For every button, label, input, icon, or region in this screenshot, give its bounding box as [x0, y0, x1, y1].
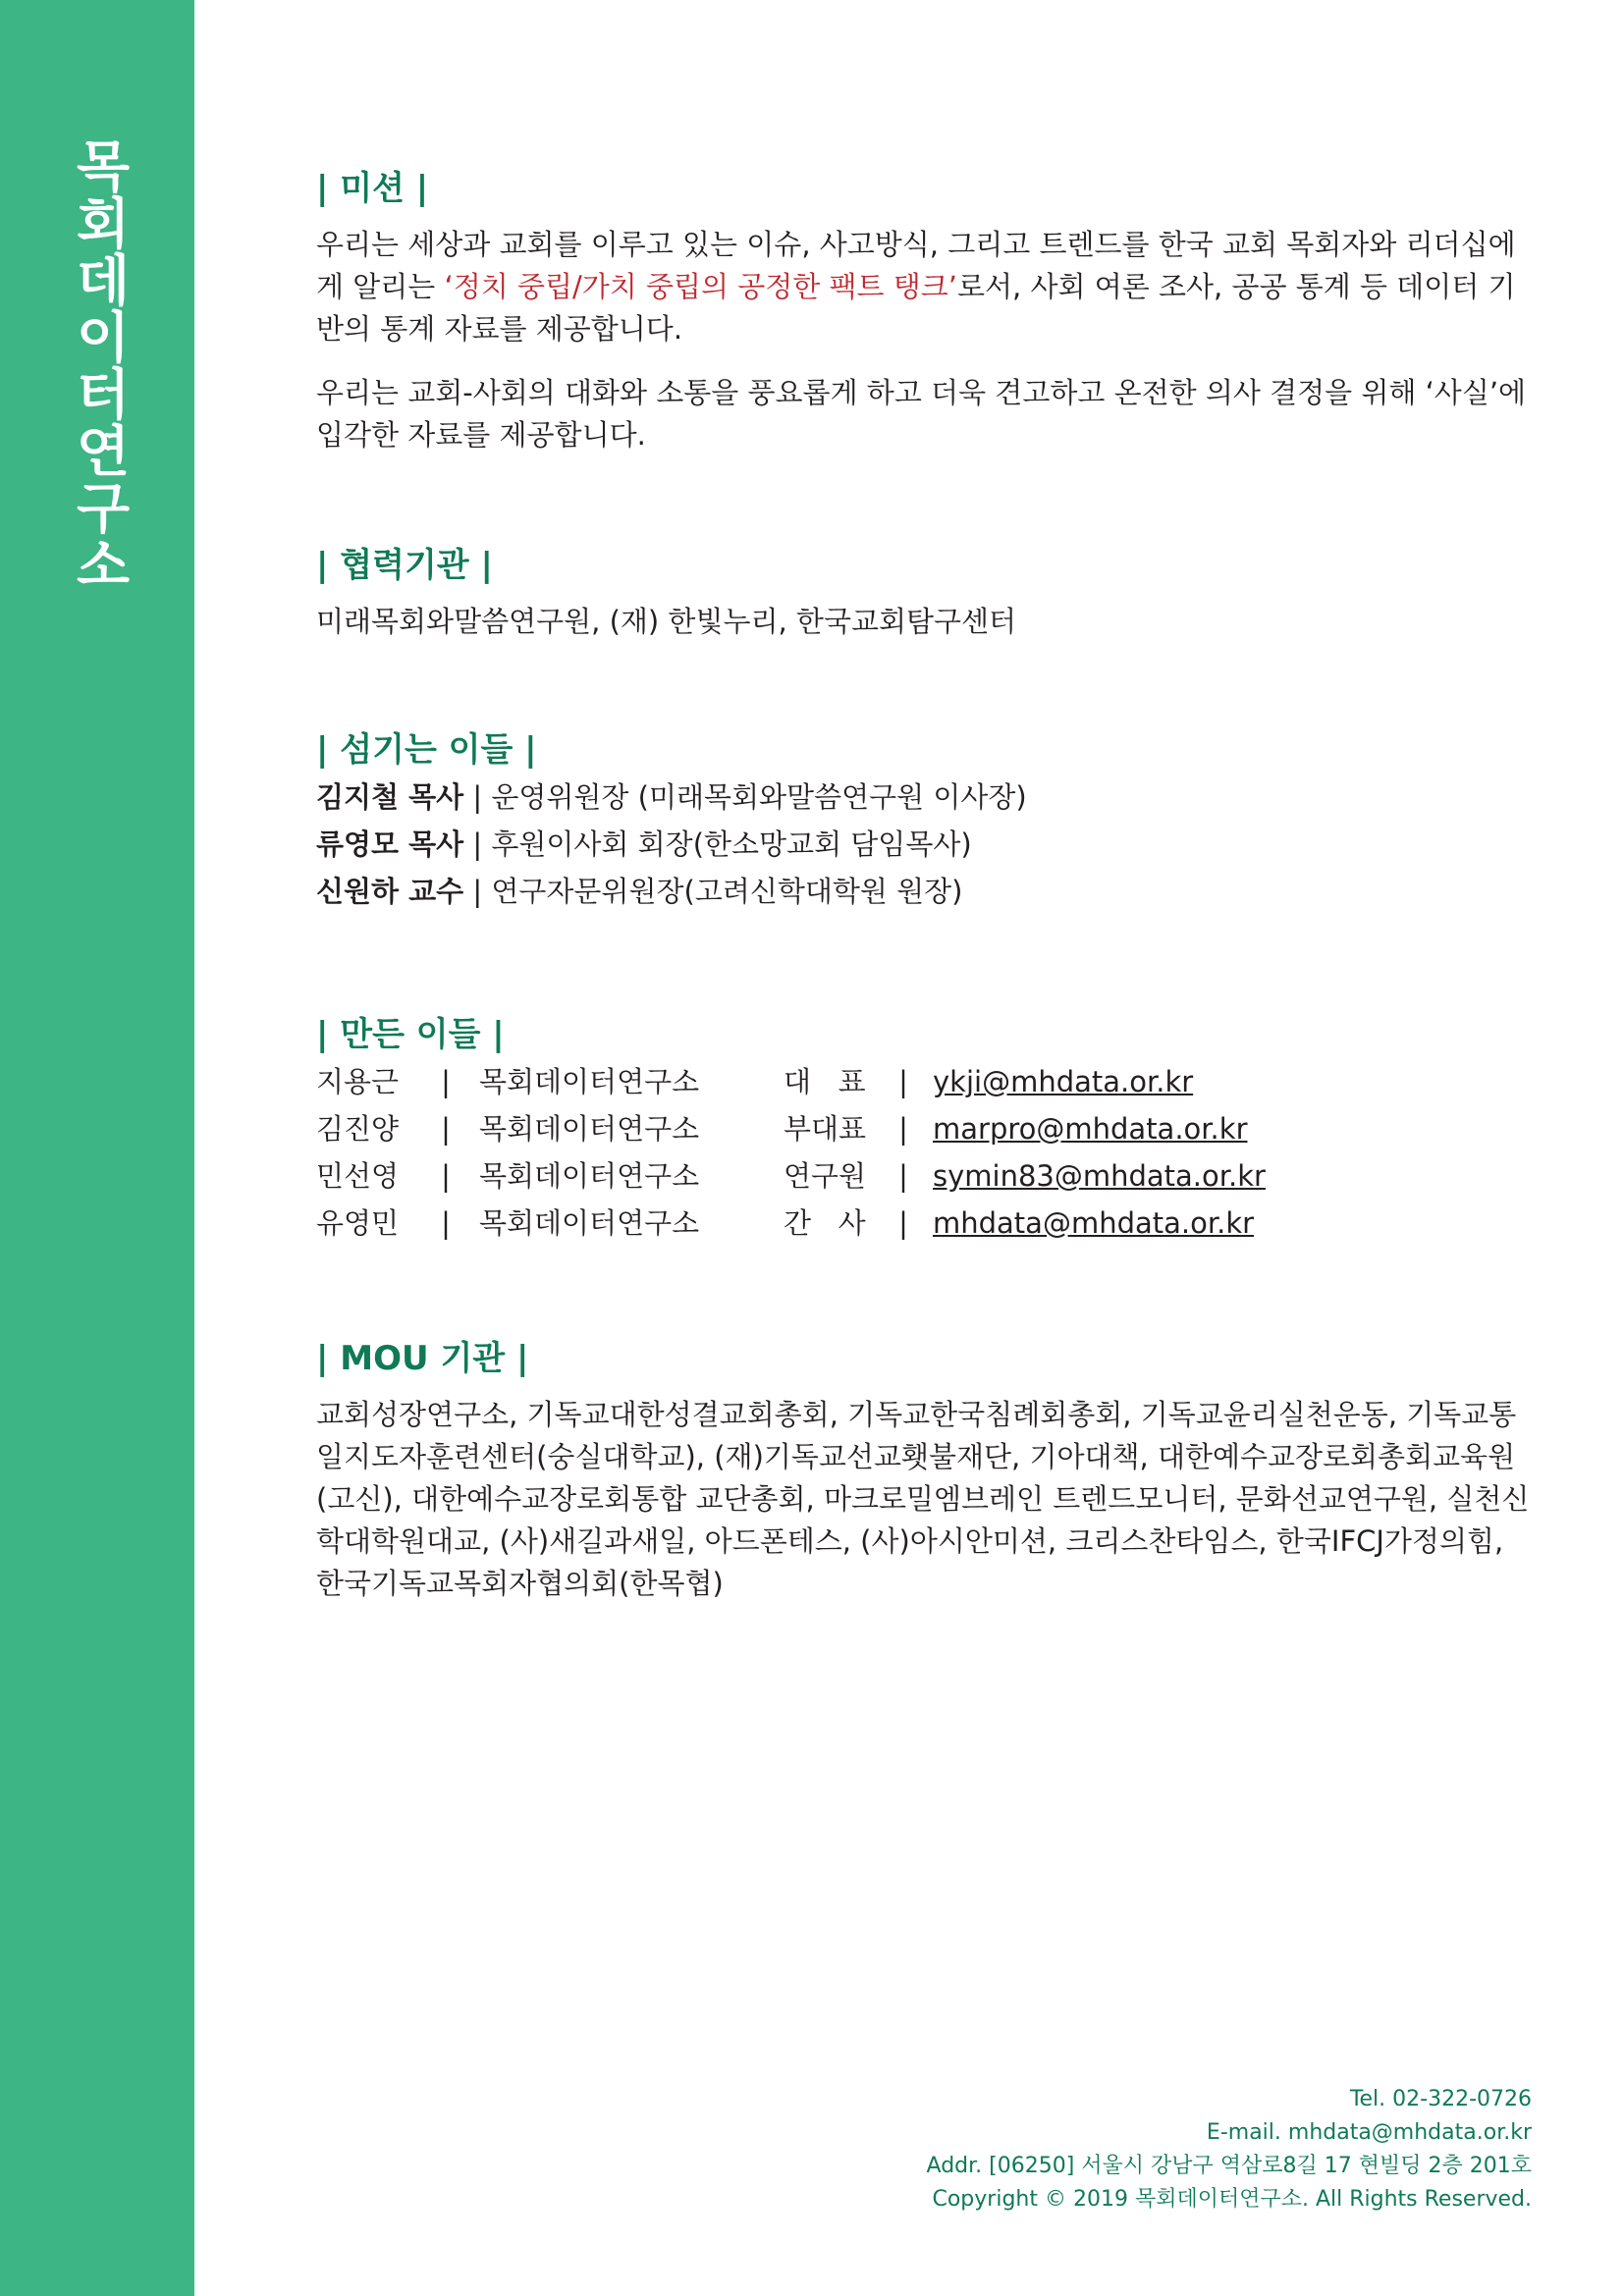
maker-email-link[interactable]: symin83@mhdata.or.kr [933, 1159, 1266, 1193]
server-role: | 연구자문위원장(고려신학대학원 원장) [463, 875, 963, 908]
maker-email-link[interactable]: marpro@mhdata.or.kr [933, 1112, 1248, 1146]
partners-heading: | 협력기관 | [316, 546, 493, 585]
maker-separator: | [441, 1206, 451, 1240]
partners-text: 미래목회와말씀연구원, (재) 한빛누리, 한국교회탐구센터 [316, 605, 1017, 638]
mission-paragraph-1 [316, 224, 1534, 350]
footer [927, 2083, 1532, 2216]
server-row [316, 774, 1534, 821]
mission-paragraph-2: 우리는 교회-사회의 대화와 소통을 풍요롭게 하고 더욱 견고하고 온전한 의사 결정을 위해 ‘사실’에 입각한 자료를 제공합니다. [316, 376, 1527, 452]
sidebar-title: 목회데이터연구소 [67, 137, 131, 593]
maker-role: 대 표 [784, 1065, 866, 1098]
mou-heading: | MOU 기관 | [316, 1339, 529, 1378]
maker-name: 유영민 [316, 1206, 400, 1240]
footer-copyright: Copyright © 2019 목회데이터연구소. All Rights Reserved. [932, 2187, 1532, 2212]
servers-section [316, 726, 1534, 915]
makers-heading: | 만든 이들 | [316, 1015, 505, 1054]
maker-role: 부대표 [784, 1112, 867, 1146]
maker-email-link[interactable]: mhdata@mhdata.or.kr [933, 1206, 1255, 1240]
mission-section [316, 165, 1534, 456]
partners-section [316, 542, 1534, 643]
server-role: | 운영위원장 (미래목회와말씀연구원 이사장) [463, 780, 1027, 814]
maker-separator: | [898, 1159, 908, 1193]
server-row [316, 868, 1534, 915]
mission-highlight: ‘정치 중립/가치 중립의 공정한 팩트 탱크’ [444, 270, 958, 303]
mission-text-after: 로서, 사회 여론 조사, 공공 통계 등 데이터 기반의 통계 자료를 제공합니다. [316, 270, 1516, 346]
mou-section [316, 1335, 1534, 1605]
footer-address: Addr. [06250] 서울시 강남구 역삼로8길 17 현빌딩 2층 201호 [926, 2154, 1532, 2178]
maker-separator: | [898, 1065, 908, 1098]
maker-role: 연구원 [784, 1159, 867, 1193]
servers-heading: | 섬기는 이들 | [316, 730, 537, 770]
server-name: 류영모 목사 [316, 828, 464, 861]
makers-section [316, 1011, 1534, 1247]
footer-tel: Tel. 02-322-0726 [1349, 2087, 1532, 2111]
maker-row [316, 1105, 1534, 1152]
maker-role: 간 사 [784, 1206, 866, 1240]
server-name: 김지철 목사 [316, 780, 464, 814]
maker-name: 김진양 [316, 1112, 400, 1146]
maker-name: 지용근 [316, 1065, 400, 1098]
sidebar [0, 0, 194, 2296]
maker-email-link[interactable]: ykji@mhdata.or.kr [933, 1065, 1194, 1098]
maker-org: 목회데이터연구소 [479, 1206, 700, 1240]
maker-org: 목회데이터연구소 [479, 1112, 700, 1146]
server-name: 신원하 교수 [316, 875, 464, 908]
maker-row [316, 1200, 1534, 1247]
maker-separator: | [441, 1112, 451, 1146]
mission-heading: | 미션 | [316, 169, 429, 208]
footer-email: E-mail. mhdata@mhdata.or.kr [1206, 2120, 1532, 2145]
maker-row [316, 1058, 1534, 1105]
mou-text: 교회성장연구소, 기독교대한성결교회총회, 기독교한국침례회총회, 기독교윤리실천운동, 기독교통일지도자훈련센터(숭실대학교), (재)기독교선교횃불재단, 기아대책, 대한예수교장로회총회교육원(고신), 대한예수교장로회통합 교단총회, 마크로밀엠브레인 트렌드모니터, 문화선교연구원, 실천신학대학원대교, (사)새길과새일, 아드폰테스, (사)아시안미션, 크리스찬타임스, 한국IFCJ가정의힘, 한국기독교목회자협의회(한목협) [316, 1398, 1530, 1600]
maker-separator: | [898, 1206, 908, 1240]
maker-separator: | [441, 1065, 451, 1098]
maker-org: 목회데이터연구소 [479, 1065, 700, 1098]
maker-row [316, 1152, 1534, 1200]
maker-separator: | [898, 1112, 908, 1146]
server-role: | 후원이사회 회장(한소망교회 담임목사) [463, 828, 972, 861]
server-row [316, 821, 1534, 868]
maker-separator: | [441, 1159, 451, 1193]
mission-text-before: 우리는 세상과 교회를 이루고 있는 이슈, 사고방식, 그리고 트렌드를 한국 교회 목회자와 리더십에게 알리는 [316, 228, 1516, 303]
maker-name: 민선영 [316, 1159, 400, 1193]
maker-org: 목회데이터연구소 [479, 1159, 700, 1193]
